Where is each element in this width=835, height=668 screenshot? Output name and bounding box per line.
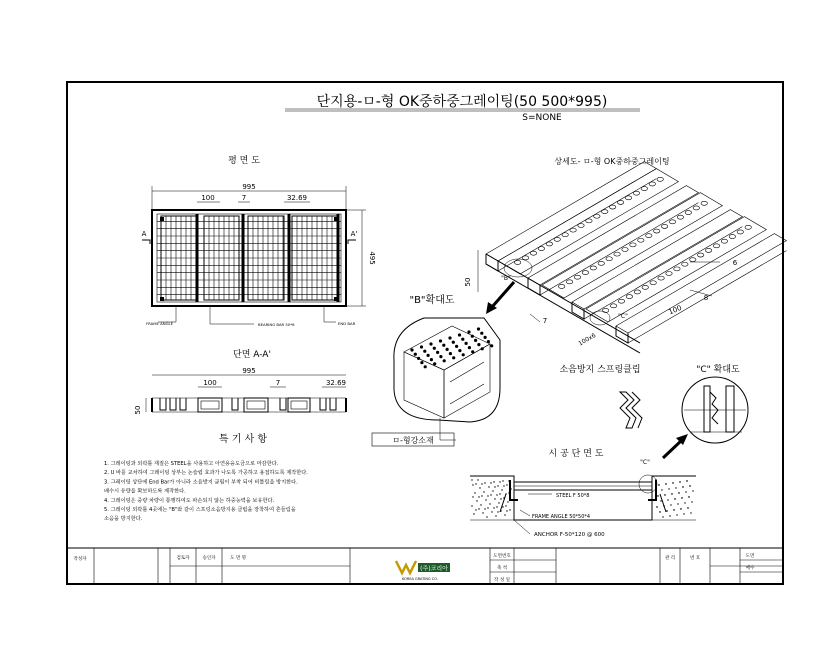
company-name: (주)코리아 [420, 565, 448, 573]
section-dim-3269: 32.69 [325, 379, 347, 387]
note-line: 1. 그레이팅과 외곽틀 재질은 STEEL을 사용하고 아연용융도금으로 마감한다. [104, 461, 279, 467]
detail-c-drawing [684, 386, 746, 432]
drawing-title: 단지용-ㅁ-형 OK중하중그레이팅(50 500*995) [316, 94, 608, 110]
notes-list [104, 459, 308, 522]
iso-dim-6: 6 [732, 259, 738, 267]
spring-clip-label: 소음방지 스프링클립 [559, 365, 641, 375]
company-subtitle: KOREA GRATING CO. [402, 577, 438, 581]
plan-grating-grid [157, 214, 341, 302]
arrow-to-detail-b [492, 282, 514, 307]
iso-dim-100x6: 100x6 [577, 331, 598, 348]
note-line: 배수시 유량을 확보하도록 제작한다. [104, 488, 186, 495]
section-dim-7: 7 [275, 379, 281, 387]
tb-cell-sheet: 도면 [745, 554, 755, 559]
section-marker-a: A [141, 230, 147, 238]
install-callout-steel: STEEL F 50*8 [556, 493, 590, 499]
tb-cell-approver: 승인자 [202, 556, 216, 561]
note-line: 소음을 방지한다. [104, 516, 143, 523]
plan-dim-995: 995 [242, 183, 256, 191]
plan-dim-100: 100 [201, 194, 215, 202]
tb-cell-drawing-name: 도 면 명 [230, 556, 246, 561]
plan-callout-endbar: END BAR [338, 321, 356, 326]
spring-clip-drawing [620, 392, 642, 428]
install-leader-anchor [514, 520, 530, 534]
section-dim-100: 100 [203, 379, 217, 387]
iso-callout-b-circle [504, 259, 532, 277]
install-leader-frame [520, 510, 530, 516]
tb-cell-scale: 축 척 [496, 566, 508, 571]
tb-cell-author: 작성자 [73, 557, 87, 562]
install-callout-c: "C" [640, 459, 650, 466]
detail-c-label: "C" 확대도 [696, 365, 740, 375]
install-callout-anchor: ANCHOR F-50*120 @ 600 [534, 532, 605, 538]
plan-callout-frame: FRAME ANGLE [146, 321, 174, 326]
iso-dim-7: 7 [542, 317, 548, 325]
note-line: 5. 그레이팅 외곽틀 4곳에는 "B"와 같이 스프링소음방지용 클립을 장착하여 흔들림을 [104, 507, 296, 513]
iso-grating-drawing [486, 162, 786, 353]
tb-cell-count: 매수 [745, 566, 755, 571]
arrow-to-detail-c [663, 440, 682, 458]
section-marker-a-prime: A' [350, 230, 358, 238]
tb-cell-number: 번 호 [689, 556, 701, 561]
plan-dim-495: 495 [368, 251, 376, 265]
section-dim-995: 995 [242, 367, 256, 375]
note-line: 3. 그레이팅 상단에 End Bar가 아니라 소음방지 클립이 부착 되어 비틀림을 방지한다. [104, 479, 298, 486]
install-view-label: 시 공 단 면 도 [548, 449, 604, 459]
iso-callout-c-circle [590, 311, 610, 325]
tb-cell-date: 작 성 일 [494, 578, 510, 583]
detail-b-label: "B"확대도 [409, 295, 455, 306]
section-view-label: 단면 A-A' [233, 350, 271, 360]
install-callout-frame: FRAME ANGLE 50*50*4 [532, 514, 591, 520]
detail-b-callout: ㅁ-형강소재 [392, 436, 434, 445]
iso-view-label: 상세도- ㅁ-형 OK중하중그레이팅 [554, 157, 670, 166]
plan-view-label: 평 면 도 [228, 156, 260, 166]
detail-b-drawing [394, 318, 500, 422]
plan-callout-bearing: BEARING BAR 50*6 [258, 322, 295, 327]
iso-callout-b: "B" [501, 275, 511, 282]
section-dim-50: 50 [134, 405, 142, 415]
iso-dim-100: 100 [667, 303, 683, 317]
plan-dim-7: 7 [241, 194, 247, 202]
iso-dim-50: 50 [464, 277, 472, 287]
section-arrow-left [142, 240, 150, 244]
tb-cell-drawing-number: 도면번호 [493, 554, 511, 559]
notes-heading: 특 기 사 항 [218, 434, 268, 445]
section-profile [152, 398, 346, 412]
drawing-scale: S=NONE [522, 113, 562, 123]
plan-dim-3269: 32.69 [286, 194, 308, 202]
iso-callout-c: "C" [618, 313, 628, 320]
tb-cell-reviewer: 검토자 [176, 556, 190, 561]
note-line: 2. U 바를 교차하여 그레이팅 상부는 논슬립 효과가 나도록 가공하고 용접하도록 제작한다. [104, 470, 308, 477]
section-arrow-right [348, 240, 356, 244]
note-line: 4. 그레이팅은 중량 차량이 통행하여도 파손되지 않는 하중능력을 보유한다. [104, 497, 275, 504]
iso-dim-8: 8 [703, 294, 709, 302]
tb-cell-manage: 관 리 [664, 556, 676, 561]
